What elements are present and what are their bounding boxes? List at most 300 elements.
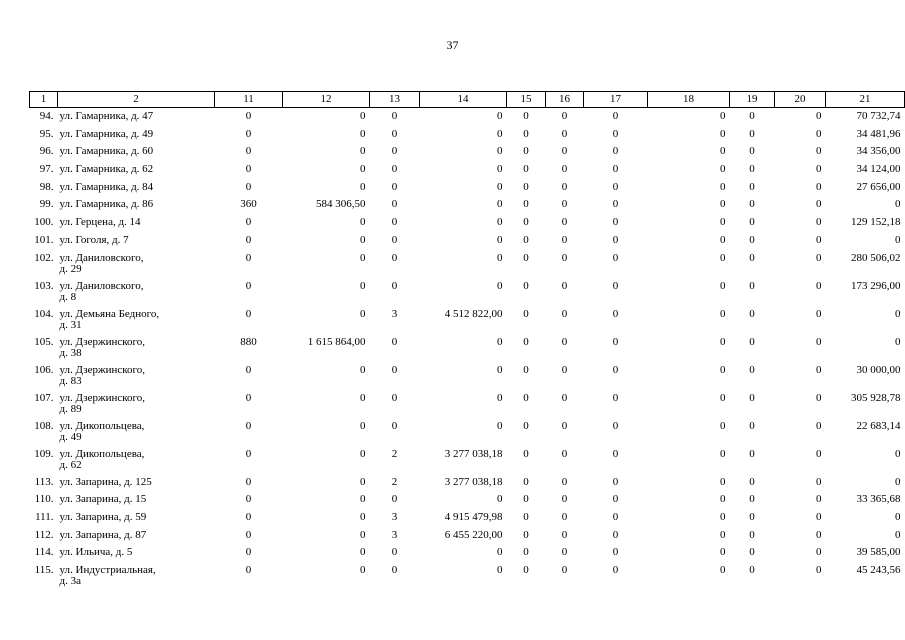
value-cell-col-14: 0 <box>497 546 503 559</box>
value-cell-col-18: 0 <box>720 510 726 523</box>
value-cell-col-15: 0 <box>523 279 529 292</box>
value-cell-col-15: 0 <box>523 528 529 541</box>
value-cell-col-11: 0 <box>245 251 252 264</box>
value-cell-col-11: 360 <box>240 198 257 211</box>
value-cell-col-14: 0 <box>497 145 503 158</box>
value-cell-col-20: 0 <box>816 563 822 576</box>
table-row <box>30 253 905 281</box>
value-cell-col-12: 1 615 864,00 <box>307 335 366 348</box>
value-cell-col-21: 173 296,00 <box>851 279 901 292</box>
value-cell-col-15: 0 <box>523 180 529 193</box>
table-row <box>30 281 905 309</box>
value-cell-col-18: 0 <box>720 391 726 404</box>
value-cell-col-14: 0 <box>497 198 503 211</box>
value-cell-col-21: 39 585,00 <box>856 546 901 559</box>
row-number: 104. <box>34 307 54 320</box>
table-row <box>30 449 905 477</box>
row-number: 107. <box>34 391 54 404</box>
value-cell-col-11: 0 <box>245 145 252 158</box>
table-row <box>30 494 905 512</box>
value-cell-col-16: 0 <box>561 546 568 559</box>
value-cell-col-18: 0 <box>720 493 726 506</box>
address-cell: ул. Дикопольцева, д. 62 <box>59 447 145 471</box>
value-cell-col-13: 0 <box>391 110 398 122</box>
value-cell-col-13: 0 <box>391 546 398 559</box>
value-cell-col-18: 0 <box>720 447 726 460</box>
address-cell: ул. Запарина, д. 59 <box>59 510 147 523</box>
row-number: 108. <box>34 419 54 432</box>
value-cell-col-18: 0 <box>720 475 726 488</box>
address-cell: ул. Гамарника, д. 86 <box>59 198 154 211</box>
column-header-11: 11 <box>215 92 283 108</box>
value-cell-col-19: 0 <box>749 546 755 559</box>
value-cell-col-21: 70 732,74 <box>856 110 901 122</box>
table-row <box>30 182 905 200</box>
value-cell-col-18: 0 <box>720 198 726 211</box>
address-cell: ул. Гамарника, д. 84 <box>59 180 154 193</box>
value-cell-col-18: 0 <box>720 251 726 264</box>
value-cell-col-19: 0 <box>749 363 755 376</box>
value-cell-col-17: 0 <box>612 216 619 229</box>
value-cell-col-19: 0 <box>749 419 755 432</box>
value-cell-col-11: 0 <box>245 391 252 404</box>
address-cell: ул. Гамарника, д. 62 <box>59 163 154 176</box>
value-cell-col-20: 0 <box>816 335 822 348</box>
value-cell-col-21: 22 683,14 <box>856 419 901 432</box>
column-header-19: 19 <box>730 92 775 108</box>
value-cell-col-15: 0 <box>523 475 529 488</box>
row-number: 100. <box>34 216 54 229</box>
value-cell-col-11: 0 <box>245 307 252 320</box>
value-cell-col-15: 0 <box>523 335 529 348</box>
value-cell-col-17: 0 <box>612 563 619 576</box>
value-cell-col-16: 0 <box>561 127 568 140</box>
value-cell-col-20: 0 <box>816 216 822 229</box>
value-cell-col-21: 33 365,68 <box>856 493 901 506</box>
value-cell-col-16: 0 <box>561 563 568 576</box>
value-cell-col-19: 0 <box>749 528 755 541</box>
table-row <box>30 108 905 129</box>
value-cell-col-20: 0 <box>816 391 822 404</box>
address-cell: ул. Гамарника, д. 60 <box>59 145 154 158</box>
value-cell-col-12: 584 306,50 <box>316 198 366 211</box>
value-cell-col-11: 0 <box>245 546 252 559</box>
column-header-1: 1 <box>30 92 58 108</box>
value-cell-col-21: 305 928,78 <box>851 391 901 404</box>
value-cell-col-18: 0 <box>720 335 726 348</box>
value-cell-col-12: 0 <box>360 391 366 404</box>
value-cell-col-11: 0 <box>245 180 252 193</box>
row-number: 109. <box>34 447 54 460</box>
value-cell-col-18: 0 <box>720 363 726 376</box>
value-cell-col-21: 0 <box>895 510 901 523</box>
address-cell: ул. Гоголя, д. 7 <box>59 233 129 246</box>
row-number: 111. <box>35 510 54 523</box>
value-cell-col-17: 0 <box>612 110 619 122</box>
value-cell-col-18: 0 <box>720 233 726 246</box>
address-cell: ул. Дзержинского, д. 38 <box>59 335 146 359</box>
value-cell-col-13: 3 <box>391 528 398 541</box>
value-cell-col-17: 0 <box>612 198 619 211</box>
value-cell-col-17: 0 <box>612 546 619 559</box>
value-cell-col-16: 0 <box>561 493 568 506</box>
value-cell-col-21: 27 656,00 <box>856 180 901 193</box>
value-cell-col-19: 0 <box>749 307 755 320</box>
value-cell-col-19: 0 <box>749 391 755 404</box>
value-cell-col-11: 0 <box>245 110 252 122</box>
value-cell-col-15: 0 <box>523 251 529 264</box>
value-cell-col-16: 0 <box>561 198 568 211</box>
value-cell-col-16: 0 <box>561 335 568 348</box>
value-cell-col-18: 0 <box>720 546 726 559</box>
value-cell-col-18: 0 <box>720 528 726 541</box>
value-cell-col-21: 45 243,56 <box>856 563 901 576</box>
row-number: 113. <box>34 475 54 488</box>
value-cell-col-12: 0 <box>360 216 366 229</box>
value-cell-col-13: 0 <box>391 563 398 576</box>
row-number: 94. <box>39 110 54 122</box>
value-cell-col-12: 0 <box>360 279 366 292</box>
value-cell-col-20: 0 <box>816 163 822 176</box>
value-cell-col-15: 0 <box>523 127 529 140</box>
value-cell-col-21: 0 <box>895 233 901 246</box>
value-cell-col-20: 0 <box>816 110 822 122</box>
table-row <box>30 337 905 365</box>
value-cell-col-14: 0 <box>497 127 503 140</box>
value-cell-col-16: 0 <box>561 180 568 193</box>
value-cell-col-18: 0 <box>720 216 726 229</box>
value-cell-col-11: 0 <box>245 447 252 460</box>
value-cell-col-13: 3 <box>391 510 398 523</box>
value-cell-col-15: 0 <box>523 563 529 576</box>
value-cell-col-12: 0 <box>360 510 366 523</box>
value-cell-col-11: 0 <box>245 419 252 432</box>
data-table <box>29 91 905 593</box>
row-number: 114. <box>34 546 54 559</box>
value-cell-col-18: 0 <box>720 307 726 320</box>
value-cell-col-20: 0 <box>816 251 822 264</box>
value-cell-col-14: 0 <box>497 391 503 404</box>
value-cell-col-12: 0 <box>360 163 366 176</box>
value-cell-col-11: 0 <box>245 510 252 523</box>
value-cell-col-20: 0 <box>816 419 822 432</box>
value-cell-col-19: 0 <box>749 279 755 292</box>
address-cell: ул. Запарина, д. 125 <box>59 475 152 488</box>
value-cell-col-12: 0 <box>360 419 366 432</box>
value-cell-col-12: 0 <box>360 180 366 193</box>
table-row <box>30 530 905 548</box>
value-cell-col-17: 0 <box>612 180 619 193</box>
value-cell-col-16: 0 <box>561 251 568 264</box>
page-number: 37 <box>446 38 459 52</box>
value-cell-col-11: 0 <box>245 216 252 229</box>
row-number: 95. <box>39 127 54 140</box>
header-row <box>30 92 905 108</box>
value-cell-col-15: 0 <box>523 216 529 229</box>
table-row <box>30 365 905 393</box>
value-cell-col-19: 0 <box>749 335 755 348</box>
value-cell-col-19: 0 <box>749 145 755 158</box>
value-cell-col-14: 0 <box>497 233 503 246</box>
value-cell-col-16: 0 <box>561 419 568 432</box>
value-cell-col-20: 0 <box>816 233 822 246</box>
value-cell-col-16: 0 <box>561 363 568 376</box>
row-number: 106. <box>34 363 54 376</box>
address-cell: ул. Гамарника, д. 49 <box>59 127 154 140</box>
value-cell-col-15: 0 <box>523 391 529 404</box>
value-cell-col-11: 0 <box>245 563 252 576</box>
value-cell-col-19: 0 <box>749 110 755 122</box>
value-cell-col-19: 0 <box>749 510 755 523</box>
value-cell-col-12: 0 <box>360 110 366 122</box>
value-cell-col-15: 0 <box>523 493 529 506</box>
value-cell-col-13: 3 <box>391 307 398 320</box>
table-row <box>30 421 905 449</box>
address-cell: ул. Индустриальная, д. 3а <box>59 563 156 587</box>
value-cell-col-16: 0 <box>561 447 568 460</box>
value-cell-col-13: 0 <box>391 391 398 404</box>
value-cell-col-17: 0 <box>612 447 619 460</box>
column-header-17: 17 <box>584 92 648 108</box>
value-cell-col-14: 0 <box>497 216 503 229</box>
value-cell-col-15: 0 <box>523 546 529 559</box>
value-cell-col-15: 0 <box>523 510 529 523</box>
value-cell-col-19: 0 <box>749 447 755 460</box>
column-header-13: 13 <box>370 92 420 108</box>
value-cell-col-17: 0 <box>612 363 619 376</box>
value-cell-col-11: 0 <box>245 528 252 541</box>
value-cell-col-11: 0 <box>245 163 252 176</box>
column-header-15: 15 <box>507 92 546 108</box>
row-number: 102. <box>34 251 54 264</box>
value-cell-col-14: 4 915 479,98 <box>444 510 503 523</box>
value-cell-col-21: 0 <box>895 447 901 460</box>
row-number: 110. <box>34 493 54 506</box>
value-cell-col-20: 0 <box>816 528 822 541</box>
value-cell-col-11: 0 <box>245 233 252 246</box>
value-cell-col-19: 0 <box>749 475 755 488</box>
value-cell-col-17: 0 <box>612 391 619 404</box>
value-cell-col-20: 0 <box>816 447 822 460</box>
value-cell-col-19: 0 <box>749 198 755 211</box>
address-cell: ул. Демьяна Бедного, д. 31 <box>59 307 160 331</box>
value-cell-col-21: 0 <box>895 335 901 348</box>
value-cell-col-21: 280 506,02 <box>851 251 901 264</box>
value-cell-col-17: 0 <box>612 528 619 541</box>
address-cell: ул. Даниловского, д. 8 <box>59 279 144 303</box>
row-number: 96. <box>39 145 54 158</box>
value-cell-col-13: 0 <box>391 163 398 176</box>
value-cell-col-19: 0 <box>749 216 755 229</box>
value-cell-col-12: 0 <box>360 251 366 264</box>
value-cell-col-11: 0 <box>245 279 252 292</box>
table-row <box>30 477 905 495</box>
value-cell-col-12: 0 <box>360 233 366 246</box>
value-cell-col-19: 0 <box>749 493 755 506</box>
row-number: 112. <box>34 528 54 541</box>
value-cell-col-19: 0 <box>749 563 755 576</box>
value-cell-col-18: 0 <box>720 110 726 122</box>
value-cell-col-14: 0 <box>497 110 503 122</box>
value-cell-col-21: 34 124,00 <box>856 163 901 176</box>
value-cell-col-13: 0 <box>391 251 398 264</box>
value-cell-col-17: 0 <box>612 251 619 264</box>
value-cell-col-16: 0 <box>561 510 568 523</box>
value-cell-col-12: 0 <box>360 307 366 320</box>
table-row <box>30 235 905 253</box>
address-cell: ул. Гамарника, д. 47 <box>59 110 154 122</box>
table-row <box>30 146 905 164</box>
column-header-2: 2 <box>58 92 215 108</box>
value-cell-col-21: 0 <box>895 198 901 211</box>
value-cell-col-21: 0 <box>895 307 901 320</box>
value-cell-col-13: 0 <box>391 180 398 193</box>
value-cell-col-20: 0 <box>816 475 822 488</box>
value-cell-col-14: 0 <box>497 251 503 264</box>
value-cell-col-17: 0 <box>612 493 619 506</box>
value-cell-col-13: 0 <box>391 419 398 432</box>
value-cell-col-18: 0 <box>720 180 726 193</box>
value-cell-col-12: 0 <box>360 363 366 376</box>
table-row <box>30 565 905 593</box>
row-number: 101. <box>34 233 54 246</box>
value-cell-col-17: 0 <box>612 335 619 348</box>
value-cell-col-17: 0 <box>612 419 619 432</box>
value-cell-col-12: 0 <box>360 145 366 158</box>
address-cell: ул. Даниловского, д. 29 <box>59 251 144 275</box>
column-header-16: 16 <box>546 92 584 108</box>
table-row <box>30 164 905 182</box>
value-cell-col-19: 0 <box>749 251 755 264</box>
table-row <box>30 547 905 565</box>
value-cell-col-11: 0 <box>245 493 252 506</box>
value-cell-col-12: 0 <box>360 528 366 541</box>
value-cell-col-15: 0 <box>523 233 529 246</box>
value-cell-col-20: 0 <box>816 510 822 523</box>
value-cell-col-20: 0 <box>816 198 822 211</box>
table-row <box>30 129 905 147</box>
value-cell-col-12: 0 <box>360 447 366 460</box>
value-cell-col-15: 0 <box>523 307 529 320</box>
column-header-18: 18 <box>648 92 730 108</box>
value-cell-col-13: 0 <box>391 198 398 211</box>
address-cell: ул. Дикопольцева, д. 49 <box>59 419 145 443</box>
value-cell-col-20: 0 <box>816 180 822 193</box>
value-cell-col-15: 0 <box>523 447 529 460</box>
value-cell-col-18: 0 <box>720 419 726 432</box>
value-cell-col-12: 0 <box>360 546 366 559</box>
value-cell-col-21: 0 <box>895 528 901 541</box>
value-cell-col-20: 0 <box>816 546 822 559</box>
column-header-21: 21 <box>826 92 905 108</box>
value-cell-col-20: 0 <box>816 493 822 506</box>
value-cell-col-14: 0 <box>497 493 503 506</box>
value-cell-col-16: 0 <box>561 216 568 229</box>
value-cell-col-17: 0 <box>612 127 619 140</box>
row-number: 97. <box>39 163 54 176</box>
value-cell-col-21: 129 152,18 <box>851 216 901 229</box>
table-row <box>30 512 905 530</box>
address-cell: ул. Герцена, д. 14 <box>59 216 141 229</box>
value-cell-col-16: 0 <box>561 475 568 488</box>
row-number: 115. <box>34 563 54 576</box>
value-cell-col-17: 0 <box>612 163 619 176</box>
value-cell-col-14: 0 <box>497 279 503 292</box>
table-row <box>30 309 905 337</box>
column-header-12: 12 <box>283 92 370 108</box>
value-cell-col-16: 0 <box>561 528 568 541</box>
value-cell-col-15: 0 <box>523 419 529 432</box>
value-cell-col-14: 4 512 822,00 <box>444 307 503 320</box>
row-number: 99. <box>39 198 54 211</box>
value-cell-col-13: 0 <box>391 127 398 140</box>
table-body <box>30 108 905 593</box>
column-header-14: 14 <box>420 92 507 108</box>
value-cell-col-18: 0 <box>720 563 726 576</box>
value-cell-col-17: 0 <box>612 233 619 246</box>
address-cell: ул. Дзержинского, д. 89 <box>59 391 146 415</box>
address-cell: ул. Дзержинского, д. 83 <box>59 363 146 387</box>
row-number: 103. <box>34 279 54 292</box>
row-number: 105. <box>34 335 54 348</box>
value-cell-col-14: 0 <box>497 163 503 176</box>
value-cell-col-14: 3 277 038,18 <box>444 447 503 460</box>
value-cell-col-19: 0 <box>749 180 755 193</box>
value-cell-col-15: 0 <box>523 163 529 176</box>
value-cell-col-17: 0 <box>612 475 619 488</box>
value-cell-col-15: 0 <box>523 145 529 158</box>
value-cell-col-15: 0 <box>523 363 529 376</box>
value-cell-col-21: 30 000,00 <box>856 363 901 376</box>
table-row <box>30 217 905 235</box>
value-cell-col-16: 0 <box>561 233 568 246</box>
value-cell-col-12: 0 <box>360 493 366 506</box>
value-cell-col-14: 0 <box>497 180 503 193</box>
address-cell: ул. Запарина, д. 87 <box>59 528 147 541</box>
value-cell-col-14: 0 <box>497 363 503 376</box>
value-cell-col-19: 0 <box>749 233 755 246</box>
value-cell-col-20: 0 <box>816 279 822 292</box>
value-cell-col-20: 0 <box>816 145 822 158</box>
value-cell-col-17: 0 <box>612 510 619 523</box>
value-cell-col-16: 0 <box>561 391 568 404</box>
address-cell: ул. Ильича, д. 5 <box>59 546 133 559</box>
value-cell-col-11: 0 <box>245 127 252 140</box>
value-cell-col-19: 0 <box>749 163 755 176</box>
value-cell-col-14: 3 277 038,18 <box>444 475 503 488</box>
value-cell-col-17: 0 <box>612 145 619 158</box>
value-cell-col-14: 6 455 220,00 <box>444 528 503 541</box>
address-cell: ул. Запарина, д. 15 <box>59 493 147 506</box>
value-cell-col-20: 0 <box>816 307 822 320</box>
value-cell-col-17: 0 <box>612 307 619 320</box>
value-cell-col-20: 0 <box>816 363 822 376</box>
value-cell-col-11: 0 <box>245 363 252 376</box>
column-header-20: 20 <box>775 92 826 108</box>
value-cell-col-11: 0 <box>245 475 252 488</box>
value-cell-col-18: 0 <box>720 127 726 140</box>
value-cell-col-12: 0 <box>360 127 366 140</box>
value-cell-col-14: 0 <box>497 335 503 348</box>
row-number: 98. <box>39 180 54 193</box>
value-cell-col-20: 0 <box>816 127 822 140</box>
value-cell-col-15: 0 <box>523 110 529 122</box>
value-cell-col-13: 0 <box>391 233 398 246</box>
value-cell-col-18: 0 <box>720 279 726 292</box>
value-cell-col-16: 0 <box>561 163 568 176</box>
value-cell-col-13: 2 <box>391 447 398 460</box>
value-cell-col-13: 0 <box>391 145 398 158</box>
